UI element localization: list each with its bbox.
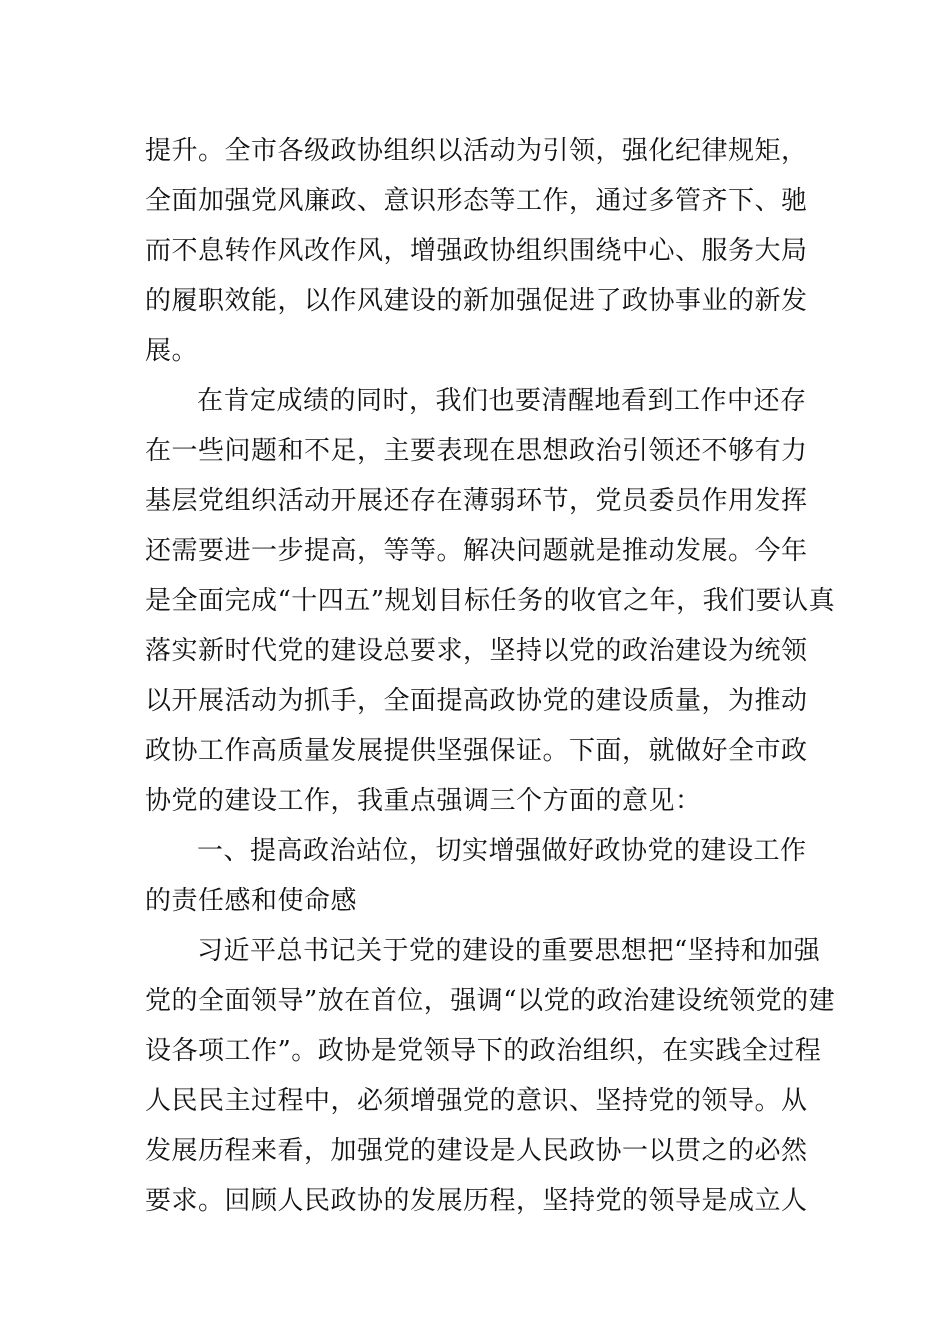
text-line: 落实新时代党的建设总要求，坚持以党的政治建设为统领 xyxy=(145,636,808,666)
text-line: 设各项工作”。政协是党领导下的政治组织，在实践全过程 xyxy=(145,1036,822,1066)
text-line: 是全面完成“十四五”规划目标任务的收官之年，我们要认真 xyxy=(145,586,836,616)
text-line: 在一些问题和不足，主要表现在思想政治引领还不够有力 xyxy=(145,436,808,466)
text-line: 基层党组织活动开展还存在薄弱环节，党员委员作用发挥 xyxy=(145,486,808,516)
text-line: 政协工作高质量发展提供坚强保证。下面，就做好全市政 xyxy=(145,736,808,766)
section-heading-line: 一、提高政治站位，切实增强做好政协党的建设工作 xyxy=(197,836,807,866)
document-body xyxy=(145,126,836,1226)
text-line: 还需要进一步提高，等等。解决问题就是推动发展。今年 xyxy=(145,536,808,566)
text-line: 的履职效能，以作风建设的新加强促进了政协事业的新发 xyxy=(145,286,808,316)
text-line: 提升。全市各级政协组织以活动为引领，强化纪律规矩， xyxy=(145,136,808,166)
text-line: 展。 xyxy=(145,336,199,366)
text-line: 协党的建设工作，我重点强调三个方面的意见： xyxy=(145,786,702,816)
paragraph-start-line: 在肯定成绩的同时，我们也要清醒地看到工作中还存 xyxy=(197,386,807,416)
text-line: 党的全面领导”放在首位，强调“以党的政治建设统领党的建 xyxy=(145,986,836,1016)
text-line: 以开展活动为抓手，全面提高政协党的建设质量，为推动 xyxy=(145,686,808,716)
text-line: 要求。回顾人民政协的发展历程，坚持党的领导是成立人 xyxy=(145,1186,808,1216)
text-line: 而不息转作风改作风，增强政协组织围绕中心、服务大局 xyxy=(145,236,808,266)
text-line: 全面加强党风廉政、意识形态等工作，通过多管齐下、驰 xyxy=(145,186,808,216)
text-line: 发展历程来看，加强党的建设是人民政协一以贯之的必然 xyxy=(145,1136,808,1166)
section-heading-line: 的责任感和使命感 xyxy=(145,886,358,916)
paragraph-start-line: 习近平总书记关于党的建设的重要思想把“坚持和加强 xyxy=(197,936,821,966)
text-line: 人民民主过程中，必须增强党的意识、坚持党的领导。从 xyxy=(145,1086,808,1116)
